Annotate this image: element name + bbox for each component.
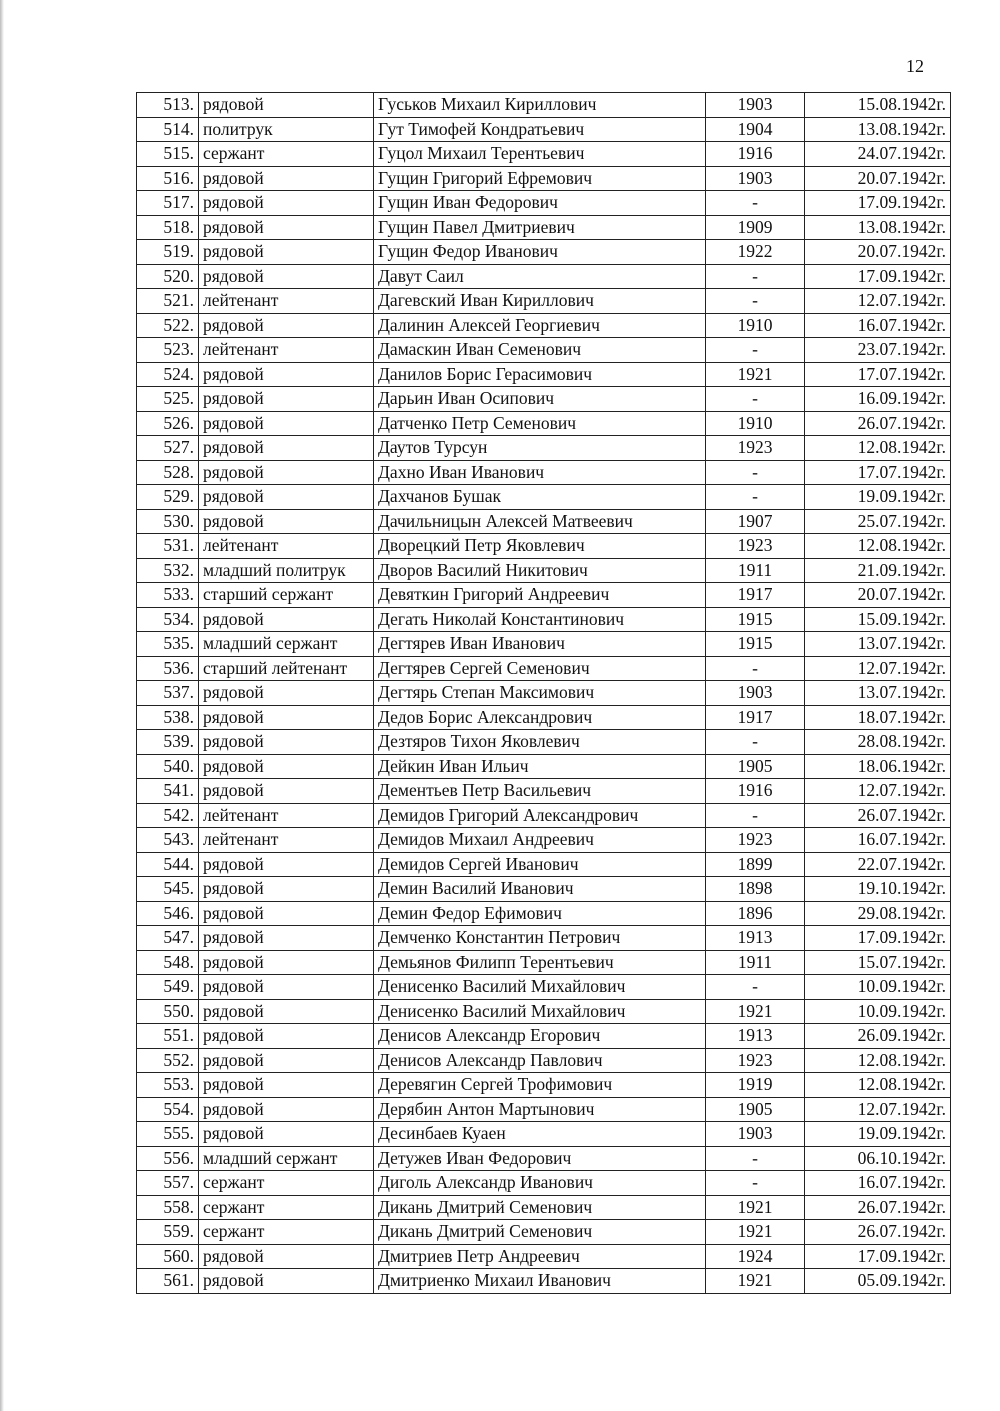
- rank-cell: рядовой: [199, 730, 374, 755]
- birth-year-cell: 1921: [706, 1269, 805, 1294]
- full-name-cell: Датченко Петр Семенович: [374, 411, 706, 436]
- full-name-cell: Даутов Турсун: [374, 436, 706, 461]
- row-number: 548.: [137, 950, 199, 975]
- full-name-cell: Демченко Константин Петрович: [374, 926, 706, 951]
- full-name-cell: Дедов Борис Александрович: [374, 705, 706, 730]
- full-name-cell: Давут Саил: [374, 264, 706, 289]
- table-row: [137, 436, 951, 461]
- full-name-cell: Детужев Иван Федорович: [374, 1146, 706, 1171]
- birth-year-cell: -: [706, 656, 805, 681]
- row-number: 544.: [137, 852, 199, 877]
- table-row: [137, 754, 951, 779]
- birth-year-cell: 1905: [706, 754, 805, 779]
- row-number: 542.: [137, 803, 199, 828]
- birth-year-cell: -: [706, 387, 805, 412]
- birth-year-cell: 1923: [706, 436, 805, 461]
- table-row: [137, 779, 951, 804]
- page-number: 12: [906, 56, 924, 76]
- rank-cell: сержант: [199, 1220, 374, 1245]
- birth-year-cell: 1916: [706, 779, 805, 804]
- table-row: [137, 1171, 951, 1196]
- birth-year-cell: 1921: [706, 1220, 805, 1245]
- rank-cell: рядовой: [199, 1244, 374, 1269]
- birth-year-cell: 1911: [706, 558, 805, 583]
- birth-year-cell: 1903: [706, 93, 805, 118]
- row-number: 525.: [137, 387, 199, 412]
- table-row: [137, 999, 951, 1024]
- birth-year-cell: 1903: [706, 681, 805, 706]
- birth-year-cell: 1907: [706, 509, 805, 534]
- birth-year-cell: -: [706, 975, 805, 1000]
- date-cell: 16.07.1942г.: [805, 1171, 951, 1196]
- full-name-cell: Далинин Алексей Георгиевич: [374, 313, 706, 338]
- full-name-cell: Гущин Павел Дмитриевич: [374, 215, 706, 240]
- rank-cell: рядовой: [199, 215, 374, 240]
- birth-year-cell: -: [706, 264, 805, 289]
- date-cell: 12.08.1942г.: [805, 534, 951, 559]
- row-number: 532.: [137, 558, 199, 583]
- table-row: [137, 289, 951, 314]
- row-number: 520.: [137, 264, 199, 289]
- full-name-cell: Дикань Дмитрий Семенович: [374, 1220, 706, 1245]
- table-row: [137, 656, 951, 681]
- row-number: 553.: [137, 1073, 199, 1098]
- date-cell: 17.09.1942г.: [805, 926, 951, 951]
- birth-year-cell: -: [706, 289, 805, 314]
- birth-year-cell: 1913: [706, 926, 805, 951]
- birth-year-cell: 1903: [706, 166, 805, 191]
- scan-edge-shadow: [0, 0, 4, 1411]
- rank-cell: сержант: [199, 1195, 374, 1220]
- rank-cell: рядовой: [199, 485, 374, 510]
- full-name-cell: Деревягин Сергей Трофимович: [374, 1073, 706, 1098]
- rank-cell: рядовой: [199, 999, 374, 1024]
- row-number: 540.: [137, 754, 199, 779]
- rank-cell: рядовой: [199, 191, 374, 216]
- birth-year-cell: 1903: [706, 1122, 805, 1147]
- table-row: [137, 852, 951, 877]
- table-row: [137, 166, 951, 191]
- table-row: [137, 534, 951, 559]
- date-cell: 18.06.1942г.: [805, 754, 951, 779]
- rank-cell: рядовой: [199, 264, 374, 289]
- birth-year-cell: 1915: [706, 607, 805, 632]
- table-row: [137, 607, 951, 632]
- rank-cell: рядовой: [199, 681, 374, 706]
- full-name-cell: Дахчанов Бушак: [374, 485, 706, 510]
- row-number: 550.: [137, 999, 199, 1024]
- birth-year-cell: -: [706, 191, 805, 216]
- date-cell: 16.09.1942г.: [805, 387, 951, 412]
- rank-cell: лейтенант: [199, 289, 374, 314]
- table-row: [137, 705, 951, 730]
- full-name-cell: Денисенко Василий Михайлович: [374, 999, 706, 1024]
- birth-year-cell: 1905: [706, 1097, 805, 1122]
- table-row: [137, 215, 951, 240]
- row-number: 519.: [137, 240, 199, 265]
- row-number: 522.: [137, 313, 199, 338]
- row-number: 515.: [137, 142, 199, 167]
- full-name-cell: Дегтярев Иван Иванович: [374, 632, 706, 657]
- row-number: 521.: [137, 289, 199, 314]
- birth-year-cell: 1923: [706, 1048, 805, 1073]
- date-cell: 12.07.1942г.: [805, 656, 951, 681]
- full-name-cell: Дегать Николай Константинович: [374, 607, 706, 632]
- date-cell: 10.09.1942г.: [805, 975, 951, 1000]
- full-name-cell: Гуськов Михаил Кириллович: [374, 93, 706, 118]
- full-name-cell: Данилов Борис Герасимович: [374, 362, 706, 387]
- date-cell: 12.08.1942г.: [805, 1073, 951, 1098]
- full-name-cell: Денисов Александр Павлович: [374, 1048, 706, 1073]
- date-cell: 13.08.1942г.: [805, 117, 951, 142]
- rank-cell: старший сержант: [199, 583, 374, 608]
- row-number: 561.: [137, 1269, 199, 1294]
- date-cell: 13.08.1942г.: [805, 215, 951, 240]
- rank-cell: рядовой: [199, 950, 374, 975]
- row-number: 547.: [137, 926, 199, 951]
- rank-cell: рядовой: [199, 926, 374, 951]
- birth-year-cell: 1917: [706, 583, 805, 608]
- date-cell: 17.07.1942г.: [805, 460, 951, 485]
- row-number: 560.: [137, 1244, 199, 1269]
- full-name-cell: Демидов Сергей Иванович: [374, 852, 706, 877]
- row-number: 534.: [137, 607, 199, 632]
- full-name-cell: Демидов Григорий Александрович: [374, 803, 706, 828]
- full-name-cell: Дмитриев Петр Андреевич: [374, 1244, 706, 1269]
- birth-year-cell: 1910: [706, 411, 805, 436]
- full-name-cell: Дегтярев Сергей Семенович: [374, 656, 706, 681]
- rank-cell: старший лейтенант: [199, 656, 374, 681]
- row-number: 549.: [137, 975, 199, 1000]
- date-cell: 16.07.1942г.: [805, 828, 951, 853]
- row-number: 552.: [137, 1048, 199, 1073]
- table-row: [137, 950, 951, 975]
- birth-year-cell: 1923: [706, 828, 805, 853]
- row-number: 517.: [137, 191, 199, 216]
- full-name-cell: Дамаскин Иван Семенович: [374, 338, 706, 363]
- full-name-cell: Денисов Александр Егорович: [374, 1024, 706, 1049]
- row-number: 516.: [137, 166, 199, 191]
- full-name-cell: Демин Федор Ефимович: [374, 901, 706, 926]
- full-name-cell: Девяткин Григорий Андреевич: [374, 583, 706, 608]
- full-name-cell: Демин Василий Иванович: [374, 877, 706, 902]
- row-number: 529.: [137, 485, 199, 510]
- table-row: [137, 901, 951, 926]
- table-row: [137, 460, 951, 485]
- row-number: 559.: [137, 1220, 199, 1245]
- table-row: [137, 1269, 951, 1294]
- table-row: [137, 632, 951, 657]
- birth-year-cell: -: [706, 803, 805, 828]
- table-row: [137, 828, 951, 853]
- birth-year-cell: 1921: [706, 1195, 805, 1220]
- row-number: 518.: [137, 215, 199, 240]
- rank-cell: младший сержант: [199, 632, 374, 657]
- birth-year-cell: 1910: [706, 313, 805, 338]
- date-cell: 17.09.1942г.: [805, 1244, 951, 1269]
- date-cell: 12.08.1942г.: [805, 436, 951, 461]
- date-cell: 13.07.1942г.: [805, 632, 951, 657]
- rank-cell: рядовой: [199, 754, 374, 779]
- date-cell: 13.07.1942г.: [805, 681, 951, 706]
- date-cell: 12.07.1942г.: [805, 1097, 951, 1122]
- birth-year-cell: 1898: [706, 877, 805, 902]
- row-number: 535.: [137, 632, 199, 657]
- rank-cell: рядовой: [199, 166, 374, 191]
- rank-cell: рядовой: [199, 509, 374, 534]
- rank-cell: младший сержант: [199, 1146, 374, 1171]
- full-name-cell: Дезтяров Тихон Яковлевич: [374, 730, 706, 755]
- table-row: [137, 93, 951, 118]
- table-row: [137, 730, 951, 755]
- table-row: [137, 1122, 951, 1147]
- row-number: 557.: [137, 1171, 199, 1196]
- row-number: 558.: [137, 1195, 199, 1220]
- birth-year-cell: 1916: [706, 142, 805, 167]
- date-cell: 25.07.1942г.: [805, 509, 951, 534]
- birth-year-cell: 1919: [706, 1073, 805, 1098]
- full-name-cell: Демьянов Филипп Терентьевич: [374, 950, 706, 975]
- rank-cell: рядовой: [199, 975, 374, 1000]
- row-number: 523.: [137, 338, 199, 363]
- row-number: 539.: [137, 730, 199, 755]
- row-number: 556.: [137, 1146, 199, 1171]
- table-row: [137, 877, 951, 902]
- rank-cell: рядовой: [199, 93, 374, 118]
- rank-cell: лейтенант: [199, 828, 374, 853]
- full-name-cell: Дмитриенко Михаил Иванович: [374, 1269, 706, 1294]
- date-cell: 26.07.1942г.: [805, 1220, 951, 1245]
- rank-cell: рядовой: [199, 1122, 374, 1147]
- birth-year-cell: 1915: [706, 632, 805, 657]
- table-row: [137, 803, 951, 828]
- rank-cell: политрук: [199, 117, 374, 142]
- row-number: 524.: [137, 362, 199, 387]
- date-cell: 19.09.1942г.: [805, 485, 951, 510]
- table-row: [137, 142, 951, 167]
- date-cell: 12.07.1942г.: [805, 289, 951, 314]
- table-row: [137, 362, 951, 387]
- rank-cell: младший политрук: [199, 558, 374, 583]
- full-name-cell: Дворецкий Петр Яковлевич: [374, 534, 706, 559]
- row-number: 536.: [137, 656, 199, 681]
- rank-cell: рядовой: [199, 1097, 374, 1122]
- date-cell: 18.07.1942г.: [805, 705, 951, 730]
- table-row: [137, 191, 951, 216]
- row-number: 541.: [137, 779, 199, 804]
- full-name-cell: Дерябин Антон Мартынович: [374, 1097, 706, 1122]
- table-row: [137, 509, 951, 534]
- rank-cell: рядовой: [199, 240, 374, 265]
- rank-cell: лейтенант: [199, 338, 374, 363]
- rank-cell: рядовой: [199, 877, 374, 902]
- row-number: 530.: [137, 509, 199, 534]
- date-cell: 16.07.1942г.: [805, 313, 951, 338]
- rank-cell: лейтенант: [199, 803, 374, 828]
- table-row: [137, 1097, 951, 1122]
- rank-cell: рядовой: [199, 387, 374, 412]
- table-row: [137, 1244, 951, 1269]
- row-number: 537.: [137, 681, 199, 706]
- date-cell: 19.10.1942г.: [805, 877, 951, 902]
- full-name-cell: Дворов Василий Никитович: [374, 558, 706, 583]
- table-row: [137, 387, 951, 412]
- row-number: 533.: [137, 583, 199, 608]
- row-number: 527.: [137, 436, 199, 461]
- full-name-cell: Дахно Иван Иванович: [374, 460, 706, 485]
- rank-cell: рядовой: [199, 705, 374, 730]
- birth-year-cell: 1904: [706, 117, 805, 142]
- date-cell: 29.08.1942г.: [805, 901, 951, 926]
- rank-cell: лейтенант: [199, 534, 374, 559]
- rank-cell: рядовой: [199, 852, 374, 877]
- row-number: 514.: [137, 117, 199, 142]
- rank-cell: рядовой: [199, 362, 374, 387]
- row-number: 526.: [137, 411, 199, 436]
- full-name-cell: Гущин Федор Иванович: [374, 240, 706, 265]
- date-cell: 15.09.1942г.: [805, 607, 951, 632]
- birth-year-cell: -: [706, 460, 805, 485]
- date-cell: 23.07.1942г.: [805, 338, 951, 363]
- date-cell: 10.09.1942г.: [805, 999, 951, 1024]
- full-name-cell: Дементьев Петр Васильевич: [374, 779, 706, 804]
- birth-year-cell: 1913: [706, 1024, 805, 1049]
- birth-year-cell: 1896: [706, 901, 805, 926]
- rank-cell: сержант: [199, 1171, 374, 1196]
- birth-year-cell: 1911: [706, 950, 805, 975]
- rank-cell: рядовой: [199, 1024, 374, 1049]
- row-number: 546.: [137, 901, 199, 926]
- table-row: [137, 1195, 951, 1220]
- full-name-cell: Гущин Иван Федорович: [374, 191, 706, 216]
- row-number: 545.: [137, 877, 199, 902]
- birth-year-cell: -: [706, 1146, 805, 1171]
- date-cell: 22.07.1942г.: [805, 852, 951, 877]
- date-cell: 15.08.1942г.: [805, 93, 951, 118]
- table-row: [137, 1073, 951, 1098]
- row-number: 555.: [137, 1122, 199, 1147]
- rank-cell: рядовой: [199, 607, 374, 632]
- birth-year-cell: -: [706, 1171, 805, 1196]
- table-row: [137, 411, 951, 436]
- table-row: [137, 926, 951, 951]
- table-row: [137, 338, 951, 363]
- birth-year-cell: 1924: [706, 1244, 805, 1269]
- full-name-cell: Дагевский Иван Кириллович: [374, 289, 706, 314]
- rank-cell: рядовой: [199, 1073, 374, 1098]
- table-row: [137, 1048, 951, 1073]
- table-row: [137, 117, 951, 142]
- row-number: 554.: [137, 1097, 199, 1122]
- full-name-cell: Гущин Григорий Ефремович: [374, 166, 706, 191]
- date-cell: 19.09.1942г.: [805, 1122, 951, 1147]
- row-number: 551.: [137, 1024, 199, 1049]
- table-body: [137, 93, 951, 1294]
- rank-cell: рядовой: [199, 411, 374, 436]
- table-row: [137, 264, 951, 289]
- date-cell: 06.10.1942г.: [805, 1146, 951, 1171]
- full-name-cell: Дейкин Иван Ильич: [374, 754, 706, 779]
- date-cell: 26.07.1942г.: [805, 411, 951, 436]
- table-row: [137, 558, 951, 583]
- date-cell: 24.07.1942г.: [805, 142, 951, 167]
- table-row: [137, 583, 951, 608]
- birth-year-cell: -: [706, 338, 805, 363]
- date-cell: 12.07.1942г.: [805, 779, 951, 804]
- row-number: 543.: [137, 828, 199, 853]
- table-row: [137, 1024, 951, 1049]
- rank-cell: рядовой: [199, 436, 374, 461]
- birth-year-cell: 1921: [706, 999, 805, 1024]
- rank-cell: рядовой: [199, 1269, 374, 1294]
- birth-year-cell: 1921: [706, 362, 805, 387]
- date-cell: 17.07.1942г.: [805, 362, 951, 387]
- date-cell: 20.07.1942г.: [805, 240, 951, 265]
- date-cell: 12.08.1942г.: [805, 1048, 951, 1073]
- rank-cell: рядовой: [199, 1048, 374, 1073]
- full-name-cell: Гут Тимофей Кондратьевич: [374, 117, 706, 142]
- row-number: 531.: [137, 534, 199, 559]
- date-cell: 20.07.1942г.: [805, 166, 951, 191]
- table-row: [137, 485, 951, 510]
- date-cell: 17.09.1942г.: [805, 191, 951, 216]
- row-number: 513.: [137, 93, 199, 118]
- full-name-cell: Дикань Дмитрий Семенович: [374, 1195, 706, 1220]
- full-name-cell: Денисенко Василий Михайлович: [374, 975, 706, 1000]
- table-row: [137, 975, 951, 1000]
- full-name-cell: Дачильницын Алексей Матвеевич: [374, 509, 706, 534]
- row-number: 538.: [137, 705, 199, 730]
- full-name-cell: Демидов Михаил Андреевич: [374, 828, 706, 853]
- full-name-cell: Дегтярь Степан Максимович: [374, 681, 706, 706]
- full-name-cell: Диголь Александр Иванович: [374, 1171, 706, 1196]
- full-name-cell: Гуцол Михаил Терентьевич: [374, 142, 706, 167]
- date-cell: 05.09.1942г.: [805, 1269, 951, 1294]
- birth-year-cell: 1923: [706, 534, 805, 559]
- date-cell: 20.07.1942г.: [805, 583, 951, 608]
- date-cell: 17.09.1942г.: [805, 264, 951, 289]
- rank-cell: сержант: [199, 142, 374, 167]
- rank-cell: рядовой: [199, 460, 374, 485]
- casualty-table: [136, 92, 951, 1294]
- date-cell: 26.07.1942г.: [805, 1195, 951, 1220]
- table-row: [137, 313, 951, 338]
- date-cell: 28.08.1942г.: [805, 730, 951, 755]
- table-row: [137, 1220, 951, 1245]
- rank-cell: рядовой: [199, 313, 374, 338]
- rank-cell: рядовой: [199, 901, 374, 926]
- date-cell: 26.07.1942г.: [805, 803, 951, 828]
- birth-year-cell: -: [706, 730, 805, 755]
- table-row: [137, 1146, 951, 1171]
- rank-cell: рядовой: [199, 779, 374, 804]
- table-row: [137, 681, 951, 706]
- birth-year-cell: 1899: [706, 852, 805, 877]
- full-name-cell: Десинбаев Куаен: [374, 1122, 706, 1147]
- full-name-cell: Дарьин Иван Осипович: [374, 387, 706, 412]
- date-cell: 21.09.1942г.: [805, 558, 951, 583]
- birth-year-cell: 1909: [706, 215, 805, 240]
- birth-year-cell: -: [706, 485, 805, 510]
- birth-year-cell: 1917: [706, 705, 805, 730]
- birth-year-cell: 1922: [706, 240, 805, 265]
- table-row: [137, 240, 951, 265]
- date-cell: 26.09.1942г.: [805, 1024, 951, 1049]
- row-number: 528.: [137, 460, 199, 485]
- date-cell: 15.07.1942г.: [805, 950, 951, 975]
